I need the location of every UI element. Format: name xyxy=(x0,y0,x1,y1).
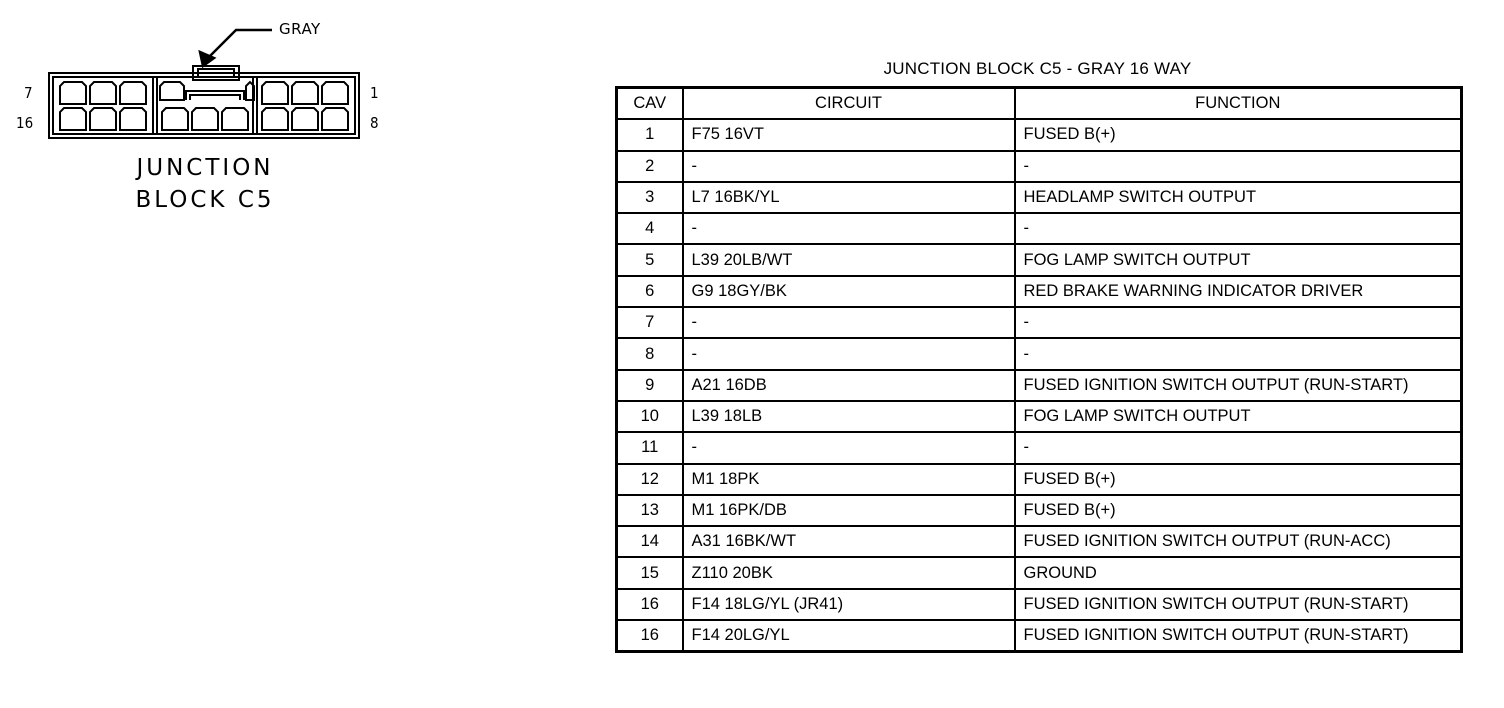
table-row xyxy=(617,119,1462,150)
cell-circuit: M1 16PK/DB xyxy=(683,495,1015,526)
cavity xyxy=(160,82,184,100)
cell-circuit: A31 16BK/WT xyxy=(683,526,1015,557)
cell-circuit: L7 16BK/YL xyxy=(683,182,1015,213)
cell-function: - xyxy=(1015,151,1462,182)
cell-function: FUSED B(+) xyxy=(1015,119,1462,150)
cell-function: - xyxy=(1015,338,1462,369)
cell-circuit: Z110 20BK xyxy=(683,557,1015,588)
connector-color-label: GRAY xyxy=(279,20,321,38)
table-row xyxy=(617,620,1462,652)
cell-function: - xyxy=(1015,307,1462,338)
cell-cav: 12 xyxy=(617,464,683,495)
cell-circuit: A21 16DB xyxy=(683,370,1015,401)
cell-cav: 16 xyxy=(617,589,683,620)
table-row xyxy=(617,307,1462,338)
cavity xyxy=(262,108,288,130)
cell-circuit: M1 18PK xyxy=(683,464,1015,495)
table-row xyxy=(617,589,1462,620)
cell-cav: 14 xyxy=(617,526,683,557)
cell-cav: 8 xyxy=(617,338,683,369)
cell-function: - xyxy=(1015,432,1462,463)
table-row xyxy=(617,495,1462,526)
cell-circuit: - xyxy=(683,338,1015,369)
cavity xyxy=(222,108,248,130)
cell-function: FUSED IGNITION SWITCH OUTPUT (RUN-ACC) xyxy=(1015,526,1462,557)
table-row xyxy=(617,276,1462,307)
table-row xyxy=(617,370,1462,401)
cavity xyxy=(292,82,318,104)
table-row xyxy=(617,526,1462,557)
table-row xyxy=(617,432,1462,463)
cavity xyxy=(120,82,146,104)
cell-cav: 3 xyxy=(617,182,683,213)
cavity xyxy=(322,82,348,104)
cell-cav: 9 xyxy=(617,370,683,401)
cell-circuit: L39 18LB xyxy=(683,401,1015,432)
cavity xyxy=(192,108,218,130)
cavity xyxy=(90,82,116,104)
cavity xyxy=(322,108,348,130)
cell-cav: 2 xyxy=(617,151,683,182)
cavity xyxy=(262,82,288,104)
cell-function: FOG LAMP SWITCH OUTPUT xyxy=(1015,401,1462,432)
cell-circuit: - xyxy=(683,307,1015,338)
cell-circuit: - xyxy=(683,213,1015,244)
header-circuit: CIRCUIT xyxy=(683,88,1015,120)
cell-cav: 13 xyxy=(617,495,683,526)
cell-circuit: F14 18LG/YL (JR41) xyxy=(683,589,1015,620)
cell-function: FUSED IGNITION SWITCH OUTPUT (RUN-START) xyxy=(1015,620,1462,652)
cell-cav: 10 xyxy=(617,401,683,432)
cavity xyxy=(292,108,318,130)
cavity xyxy=(162,108,188,130)
table-row xyxy=(617,557,1462,588)
cell-circuit: - xyxy=(683,151,1015,182)
cell-circuit: - xyxy=(683,432,1015,463)
pinout-table xyxy=(615,86,1463,653)
cell-function: RED BRAKE WARNING INDICATOR DRIVER xyxy=(1015,276,1462,307)
cell-function: GROUND xyxy=(1015,557,1462,588)
cell-cav: 15 xyxy=(617,557,683,588)
cell-cav: 16 xyxy=(617,620,683,652)
cell-function: FUSED IGNITION SWITCH OUTPUT (RUN-START) xyxy=(1015,589,1462,620)
table-row xyxy=(617,401,1462,432)
connector-name-line1: JUNCTION xyxy=(136,155,274,181)
cavity xyxy=(120,108,146,130)
cell-cav: 4 xyxy=(617,213,683,244)
cell-function: FUSED IGNITION SWITCH OUTPUT (RUN-START) xyxy=(1015,370,1462,401)
pin-label-top-left: 7 xyxy=(24,84,33,102)
connector-name-line2: BLOCK C5 xyxy=(135,187,275,213)
table-row xyxy=(617,182,1462,213)
cell-circuit: L39 20LB/WT xyxy=(683,244,1015,275)
cell-circuit: F75 16VT xyxy=(683,119,1015,150)
cell-circuit: G9 18GY/BK xyxy=(683,276,1015,307)
cell-cav: 7 xyxy=(617,307,683,338)
table-row xyxy=(617,213,1462,244)
cell-cav: 5 xyxy=(617,244,683,275)
table-title: JUNCTION BLOCK C5 - GRAY 16 WAY xyxy=(883,59,1192,78)
cell-function: FUSED B(+) xyxy=(1015,495,1462,526)
table-header-row xyxy=(617,88,1462,120)
cell-cav: 6 xyxy=(617,276,683,307)
pin-label-top-right: 1 xyxy=(370,84,379,102)
cavity xyxy=(90,108,116,130)
cavity xyxy=(60,108,86,130)
cell-circuit: F14 20LG/YL xyxy=(683,620,1015,652)
cell-function: HEADLAMP SWITCH OUTPUT xyxy=(1015,182,1462,213)
cell-cav: 11 xyxy=(617,432,683,463)
header-cav: CAV xyxy=(617,88,683,120)
header-function: FUNCTION xyxy=(1015,88,1462,120)
table-row xyxy=(617,464,1462,495)
pin-label-bottom-right: 8 xyxy=(370,114,379,132)
cavity xyxy=(60,82,86,104)
table-row xyxy=(617,151,1462,182)
table-row xyxy=(617,244,1462,275)
table-row xyxy=(617,338,1462,369)
cell-function: - xyxy=(1015,213,1462,244)
cell-function: FUSED B(+) xyxy=(1015,464,1462,495)
cell-cav: 1 xyxy=(617,119,683,150)
cell-function: FOG LAMP SWITCH OUTPUT xyxy=(1015,244,1462,275)
connector-housing-inner xyxy=(53,77,355,134)
connector-name xyxy=(110,152,300,216)
pin-label-bottom-left: 16 xyxy=(16,114,34,132)
color-pointer-arrow xyxy=(200,30,272,66)
